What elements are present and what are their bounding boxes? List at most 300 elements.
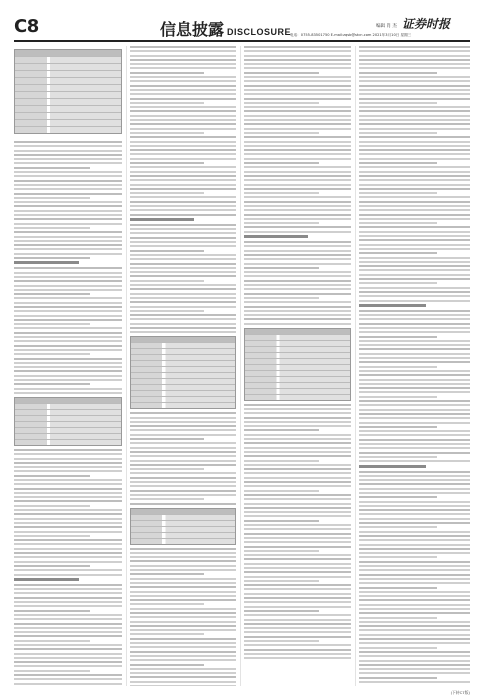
- body-text-line: [130, 477, 236, 479]
- body-text-line: [244, 606, 351, 608]
- body-text-line: [130, 192, 204, 194]
- body-text-line: [130, 254, 236, 256]
- body-text-line: [359, 331, 470, 333]
- body-text-line: [244, 93, 351, 95]
- body-text-line: [130, 616, 236, 618]
- body-text-line: [14, 285, 122, 287]
- body-text-line: [130, 331, 236, 333]
- body-text-line: [130, 245, 236, 247]
- body-text-line: [359, 184, 470, 186]
- body-text-line: [244, 417, 351, 419]
- body-text-line: [359, 604, 470, 606]
- body-text-line: [14, 358, 122, 360]
- body-text-line: [130, 301, 236, 303]
- body-text-line: [244, 128, 351, 130]
- body-text-line: [130, 565, 236, 567]
- body-text-line: [14, 214, 122, 216]
- body-text-line: [244, 267, 319, 269]
- body-text-line: [244, 528, 351, 530]
- body-text-line: [244, 149, 351, 151]
- body-text-line: [244, 434, 351, 436]
- body-text-line: [359, 383, 470, 385]
- body-text-line: [244, 438, 351, 440]
- body-text-line: [359, 252, 437, 254]
- data-table: [130, 508, 236, 545]
- body-text-line: [130, 621, 236, 623]
- body-text-line: [244, 546, 351, 548]
- column-divider: [355, 46, 356, 686]
- body-text-line: [14, 362, 122, 364]
- body-text-line: [130, 188, 236, 190]
- body-text-line: [244, 76, 351, 78]
- body-text-line: [244, 136, 351, 138]
- body-text-line: [359, 430, 470, 432]
- page-number: C8: [14, 16, 39, 37]
- body-text-line: [359, 209, 470, 211]
- body-text-line: [359, 265, 470, 267]
- body-text-line: [359, 391, 470, 393]
- body-text-line: [359, 327, 470, 329]
- body-text-line: [130, 685, 236, 686]
- body-text-line: [359, 226, 470, 228]
- body-text-line: [359, 651, 470, 653]
- body-text-line: [130, 651, 236, 653]
- body-text-line: [244, 580, 319, 582]
- body-text-line: [130, 438, 204, 440]
- body-text-line: [130, 327, 236, 329]
- body-text-line: [130, 503, 236, 505]
- body-text-line: [244, 498, 351, 500]
- body-text-line: [130, 318, 236, 320]
- body-text-line: [359, 123, 470, 125]
- body-text-line: [359, 518, 470, 520]
- body-text-line: [359, 488, 470, 490]
- body-text-line: [130, 232, 236, 234]
- body-text-line: [14, 162, 122, 164]
- body-text-line: [130, 464, 236, 466]
- body-text-line: [359, 439, 470, 441]
- body-text-line: [130, 67, 236, 69]
- body-text-line: [359, 647, 437, 649]
- body-text-line: [14, 548, 122, 550]
- body-text-line: [14, 592, 122, 594]
- body-text-line: [14, 158, 122, 160]
- body-text-line: [359, 274, 470, 276]
- body-text-line: [359, 404, 470, 406]
- body-text-line: [130, 421, 236, 423]
- body-text-line: [130, 306, 236, 308]
- body-text-line: [130, 681, 236, 683]
- body-text-line: [244, 254, 351, 256]
- body-text-line: [244, 494, 351, 496]
- body-text-line: [14, 276, 122, 278]
- table-row: [15, 64, 121, 71]
- body-text-line: [130, 646, 236, 648]
- body-text-line: [359, 396, 437, 398]
- table-row: [131, 403, 235, 408]
- subheading-line: [359, 465, 426, 468]
- body-text-line: [130, 80, 236, 82]
- body-text-line: [14, 565, 90, 567]
- body-text-line: [130, 455, 236, 457]
- body-text-line: [130, 586, 236, 588]
- body-text-line: [130, 556, 236, 558]
- body-text-line: [244, 601, 351, 603]
- body-text-line: [244, 192, 319, 194]
- body-text-line: [14, 383, 90, 385]
- body-text-line: [244, 472, 351, 474]
- body-text-line: [359, 158, 470, 160]
- body-text-line: [359, 171, 470, 173]
- body-text-line: [14, 674, 122, 676]
- body-text-line: [130, 145, 236, 147]
- body-text-line: [359, 642, 470, 644]
- body-text-line: [359, 492, 470, 494]
- body-text-line: [359, 149, 470, 151]
- body-text-line: [130, 582, 236, 584]
- body-text-line: [130, 136, 236, 138]
- body-text-line: [359, 50, 470, 52]
- body-text-line: [14, 505, 90, 507]
- body-text-line: [130, 548, 236, 550]
- body-text-line: [130, 166, 236, 168]
- body-text-line: [244, 464, 351, 466]
- body-text-line: [244, 584, 351, 586]
- body-text-line: [130, 288, 236, 290]
- body-text-line: [244, 284, 351, 286]
- table-row: [15, 57, 121, 64]
- body-text-line: [359, 677, 437, 679]
- body-text-line: [359, 655, 470, 657]
- body-text-line: [130, 460, 236, 462]
- body-text-line: [14, 267, 122, 269]
- body-text-line: [130, 267, 236, 269]
- body-text-line: [14, 141, 122, 143]
- body-text-line: [359, 136, 470, 138]
- body-text-line: [130, 417, 236, 419]
- body-text-line: [359, 85, 470, 87]
- body-text-line: [244, 50, 351, 52]
- body-text-line: [244, 515, 351, 517]
- body-text-line: [14, 319, 122, 321]
- table-row: [15, 106, 121, 113]
- body-text-line: [14, 539, 122, 541]
- body-text-line: [359, 608, 470, 610]
- body-text-line: [14, 227, 90, 229]
- body-text-line: [359, 205, 470, 207]
- body-text-line: [130, 98, 236, 100]
- body-text-line: [130, 205, 236, 207]
- body-text-line: [130, 494, 236, 496]
- body-text-line: [359, 625, 470, 627]
- body-text-line: [244, 241, 351, 243]
- body-text-line: [359, 660, 470, 662]
- body-text-line: [14, 184, 122, 186]
- body-text-line: [14, 280, 122, 282]
- body-text-line: [14, 302, 122, 304]
- body-text-line: [244, 421, 351, 423]
- body-text-line: [359, 201, 470, 203]
- body-text-line: [244, 507, 351, 509]
- body-text-line: [14, 171, 122, 173]
- body-text-line: [359, 400, 470, 402]
- body-text-line: [14, 154, 122, 156]
- body-text-line: [359, 505, 470, 507]
- table-row: [15, 85, 121, 92]
- body-text-line: [359, 591, 470, 593]
- body-text-line: [359, 336, 437, 338]
- body-text-line: [359, 452, 470, 454]
- body-text-line: [130, 633, 204, 635]
- body-text-line: [130, 106, 236, 108]
- body-text-line: [130, 481, 236, 483]
- body-text-line: [359, 612, 470, 614]
- data-table: [14, 397, 122, 446]
- body-text-line: [244, 520, 319, 522]
- body-text-line: [130, 72, 204, 74]
- column-divider: [126, 46, 127, 686]
- body-text-line: [130, 128, 236, 130]
- body-text-line: [244, 153, 351, 155]
- body-text-line: [359, 76, 470, 78]
- body-text-line: [14, 388, 122, 390]
- body-text-line: [14, 272, 122, 274]
- body-text-line: [359, 89, 470, 91]
- body-text-line: [359, 72, 437, 74]
- body-text-line: [359, 128, 470, 130]
- table-row: [15, 113, 121, 120]
- body-text-line: [14, 453, 122, 455]
- body-text-line: [359, 531, 470, 533]
- body-text-line: [130, 668, 236, 670]
- body-text-line: [359, 379, 470, 381]
- body-text-line: [130, 447, 236, 449]
- body-text-line: [359, 278, 470, 280]
- body-text-line: [130, 158, 236, 160]
- body-text-line: [130, 638, 236, 640]
- table-row: [15, 78, 121, 85]
- body-text-line: [130, 153, 236, 155]
- body-text-line: [244, 123, 351, 125]
- table-row: [15, 50, 121, 57]
- body-text-line: [130, 608, 236, 610]
- body-text-line: [244, 184, 351, 186]
- body-text-line: [359, 544, 470, 546]
- body-text-line: [244, 524, 351, 526]
- body-text-line: [244, 404, 351, 406]
- body-text-line: [14, 569, 122, 571]
- body-text-line: [14, 392, 122, 394]
- body-text-line: [244, 119, 351, 121]
- body-text-line: [359, 634, 470, 636]
- body-text-line: [359, 67, 470, 69]
- body-text-line: [14, 353, 90, 355]
- body-text-line: [130, 228, 236, 230]
- body-text-line: [359, 443, 470, 445]
- body-text-line: [244, 145, 351, 147]
- body-text-line: [244, 429, 319, 431]
- body-text-line: [14, 306, 122, 308]
- body-text-line: [244, 485, 351, 487]
- body-text-line: [359, 141, 470, 143]
- body-text-line: [244, 115, 351, 117]
- body-text-line: [130, 46, 236, 48]
- body-text-line: [359, 145, 470, 147]
- body-text-line: [130, 573, 204, 575]
- body-text-line: [130, 93, 236, 95]
- body-text-line: [244, 222, 319, 224]
- body-text-line: [14, 500, 122, 502]
- body-text-line: [130, 76, 236, 78]
- subheading-line: [359, 304, 426, 307]
- body-text-line: [130, 171, 236, 173]
- body-text-line: [359, 513, 470, 515]
- body-text-line: [14, 370, 122, 372]
- body-text-line: [359, 162, 437, 164]
- body-text-line: [14, 584, 122, 586]
- body-text-line: [14, 244, 122, 246]
- body-text-line: [14, 670, 90, 672]
- body-text-line: [14, 623, 122, 625]
- body-text-line: [244, 619, 351, 621]
- body-text-line: [130, 672, 236, 674]
- body-text-line: [359, 55, 470, 57]
- body-text-line: [14, 340, 122, 342]
- body-text-line: [244, 558, 351, 560]
- body-text-line: [359, 668, 470, 670]
- body-text-line: [14, 644, 122, 646]
- body-text-line: [14, 197, 90, 199]
- body-text-line: [14, 375, 122, 377]
- body-text-line: [244, 132, 319, 134]
- body-text-line: [359, 248, 470, 250]
- body-text-line: [130, 323, 236, 325]
- body-text-line: [359, 231, 470, 233]
- body-text-line: [359, 110, 470, 112]
- body-text-line: [359, 599, 470, 601]
- data-table: [244, 328, 351, 401]
- body-text-line: [130, 629, 236, 631]
- body-text-line: [359, 115, 470, 117]
- body-text-line: [244, 588, 351, 590]
- body-text-line: [130, 141, 236, 143]
- body-text-line: [130, 275, 236, 277]
- body-text-line: [14, 323, 90, 325]
- table-row: [15, 120, 121, 127]
- body-text-line: [130, 595, 236, 597]
- body-text-line: [359, 561, 470, 563]
- body-text-line: [359, 291, 470, 293]
- body-text-line: [359, 295, 470, 297]
- body-text-line: [14, 635, 122, 637]
- body-text-line: [244, 425, 351, 427]
- body-text-line: [14, 601, 122, 603]
- body-text-line: [359, 239, 470, 241]
- body-text-line: [14, 297, 122, 299]
- body-text-line: [130, 119, 236, 121]
- body-text-line: [359, 483, 470, 485]
- body-text-line: [130, 498, 204, 500]
- body-text-line: [359, 535, 470, 537]
- body-text-line: [130, 85, 236, 87]
- body-text-line: [244, 59, 351, 61]
- body-text-line: [130, 59, 236, 61]
- body-text-line: [244, 288, 351, 290]
- body-text-line: [130, 175, 236, 177]
- section-title: [160, 17, 291, 40]
- body-text-line: [130, 569, 236, 571]
- body-text-line: [130, 293, 236, 295]
- body-text-line: [14, 145, 122, 147]
- body-text-line: [14, 614, 122, 616]
- body-text-line: [130, 179, 236, 181]
- body-text-line: [359, 556, 437, 558]
- body-text-line: [130, 591, 236, 593]
- table-row: [15, 440, 121, 445]
- body-text-line: [130, 468, 204, 470]
- body-text-line: [14, 665, 122, 667]
- article-column-1: [14, 46, 122, 686]
- body-text-line: [130, 201, 236, 203]
- body-text-line: [359, 509, 470, 511]
- body-text-line: [359, 235, 470, 237]
- body-text-line: [244, 323, 351, 325]
- body-text-line: [14, 653, 122, 655]
- body-text-line: [359, 318, 470, 320]
- body-text-line: [244, 250, 351, 252]
- body-text-line: [359, 426, 437, 428]
- body-text-line: [14, 327, 122, 329]
- body-text-line: [14, 458, 122, 460]
- body-text-line: [130, 603, 204, 605]
- body-text-line: [244, 301, 351, 303]
- body-text-line: [130, 271, 236, 273]
- body-text-line: [359, 638, 470, 640]
- body-text-line: [14, 201, 122, 203]
- body-text-line: [130, 297, 236, 299]
- body-text-line: [359, 340, 470, 342]
- body-text-line: [14, 236, 122, 238]
- body-text-line: [359, 522, 470, 524]
- body-text-line: [130, 184, 236, 186]
- body-text-line: [359, 574, 470, 576]
- body-text-line: [14, 332, 122, 334]
- body-text-line: [244, 67, 351, 69]
- body-text-line: [130, 560, 236, 562]
- body-text-line: [14, 475, 90, 477]
- table-row: [15, 99, 121, 106]
- body-text-line: [359, 102, 437, 104]
- body-text-line: [244, 481, 351, 483]
- body-text-line: [14, 509, 122, 511]
- body-text-line: [14, 470, 122, 472]
- body-text-line: [130, 115, 236, 117]
- body-text-line: [359, 456, 437, 458]
- body-text-line: [244, 98, 351, 100]
- body-text-line: [359, 119, 470, 121]
- body-text-line: [14, 231, 122, 233]
- body-text-line: [244, 89, 351, 91]
- body-text-line: [244, 477, 351, 479]
- body-text-line: [244, 554, 351, 556]
- body-text-line: [244, 188, 351, 190]
- body-text-line: [244, 209, 351, 211]
- body-text-line: [14, 366, 122, 368]
- body-text-line: [359, 621, 470, 623]
- newspaper-logo: 证券时报: [402, 17, 451, 31]
- body-text-line: [244, 442, 351, 444]
- body-text-line: [359, 475, 470, 477]
